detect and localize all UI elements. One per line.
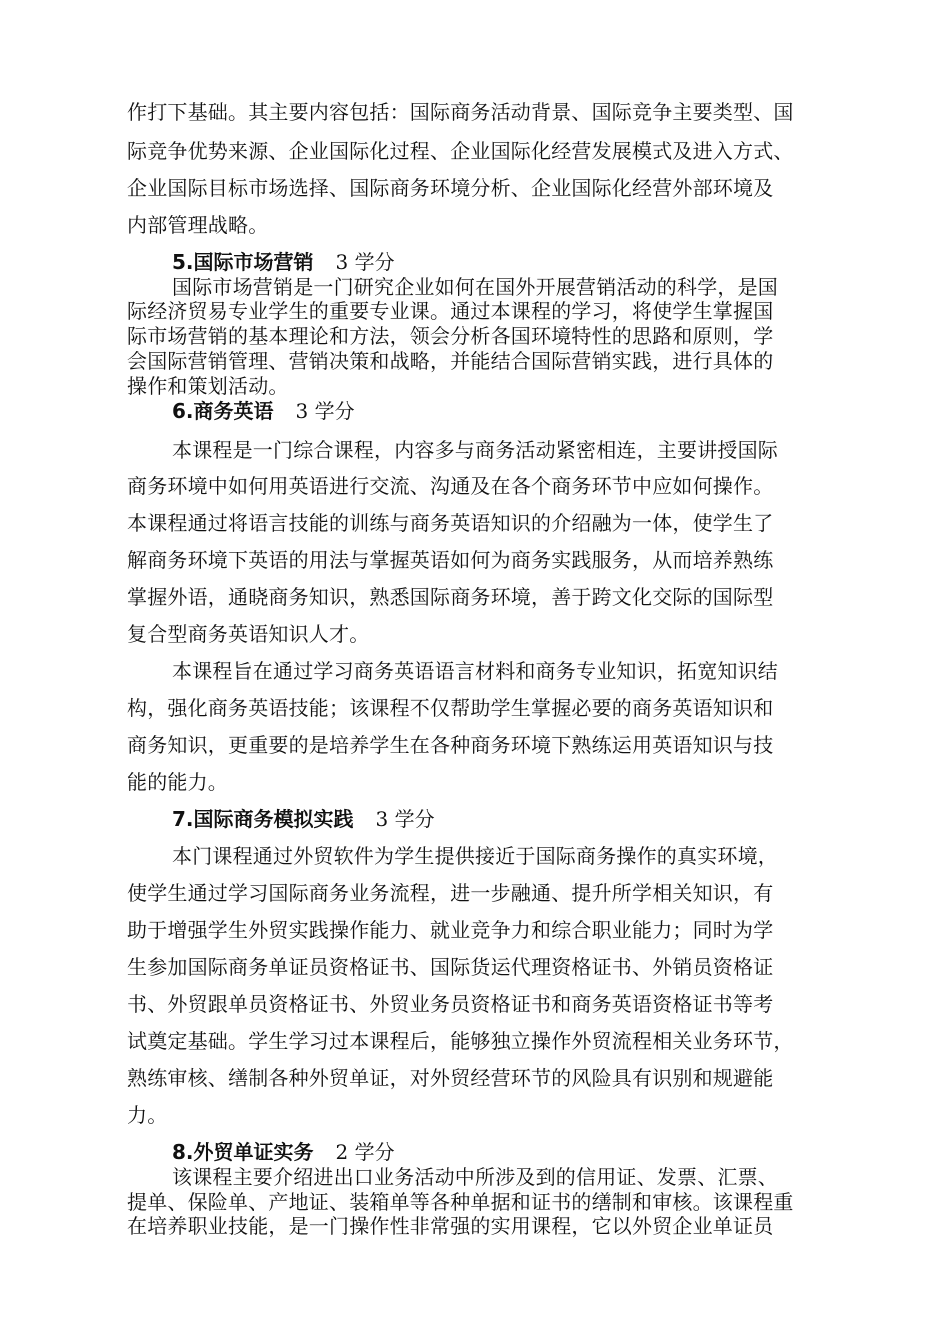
paragraph-line: 掌握外语，通晓商务知识，熟悉国际商务环境，善于跨文化交际的国际型	[127, 585, 774, 609]
paragraph-line: 构，强化商务英语技能；该课程不仅帮助学生掌握必要的商务英语知识和	[127, 696, 774, 720]
paragraph-line: 企业国际目标市场选择、国际商务环境分析、企业国际化经营外部环境及	[127, 176, 774, 200]
paragraph-line: 际竞争优势来源、企业国际化过程、企业国际化经营发展模式及进入方式、	[127, 139, 794, 163]
paragraph-line: 在培养职业技能，是一门操作性非常强的实用课程，它以外贸企业单证员	[127, 1214, 774, 1238]
paragraph-line: 会国际营销管理、营销决策和战略，并能结合国际营销实践，进行具体的	[127, 349, 774, 373]
course-title: 7.国际商务模拟实践	[172, 807, 354, 831]
paragraph-line: 际市场营销的基本理论和方法，领会分析各国环境特性的思路和原则，学	[127, 324, 774, 348]
course-credit: 3 学分	[375, 807, 435, 831]
paragraph-line: 该课程主要介绍进出口业务活动中所涉及到的信用证、发票、汇票、	[172, 1165, 778, 1189]
paragraph-line: 生参加国际商务单证员资格证书、国际货运代理资格证书、外销员资格证	[127, 955, 774, 979]
course-credit: 3 学分	[335, 250, 395, 274]
course-heading-7	[172, 803, 435, 832]
paragraph-line: 商务环境中如何用英语进行交流、沟通及在各个商务环节中应如何操作。	[127, 474, 774, 498]
paragraph-line: 力。	[127, 1103, 168, 1127]
paragraph-line: 解商务环境下英语的用法与掌握英语如何为商务实践服务，从而培养熟练	[127, 548, 774, 572]
course-title: 6.商务英语	[172, 399, 274, 423]
paragraph-line: 操作和策划活动。	[127, 374, 289, 398]
paragraph-line: 熟练审核、缮制各种外贸单证，对外贸经营环节的风险具有识别和规避能	[127, 1066, 774, 1090]
paragraph-line: 商务知识，更重要的是培养学生在各种商务环境下熟练运用英语知识与技	[127, 733, 774, 757]
paragraph-line: 本课程旨在通过学习商务英语语言材料和商务专业知识，拓宽知识结	[172, 659, 778, 683]
paragraph-line: 际经济贸易专业学生的重要专业课。通过本课程的学习，将使学生掌握国	[127, 299, 774, 323]
course-title: 8.外贸单证实务	[172, 1140, 314, 1164]
course-heading-6	[172, 395, 355, 424]
paragraph-line: 书、外贸跟单员资格证书、外贸业务员资格证书和商务英语资格证书等考	[127, 992, 774, 1016]
paragraph-line: 内部管理战略。	[127, 213, 269, 237]
paragraph-line: 复合型商务英语知识人才。	[127, 622, 370, 646]
paragraph-line: 本课程通过将语言技能的训练与商务英语知识的介绍融为一体，使学生了	[127, 511, 774, 535]
paragraph-line: 本课程是一门综合课程，内容多与商务活动紧密相连，主要讲授国际	[172, 438, 778, 462]
paragraph-line: 使学生通过学习国际商务业务流程，进一步融通、提升所学相关知识，有	[127, 881, 774, 905]
paragraph-line: 本门课程通过外贸软件为学生提供接近于国际商务操作的真实环境，	[172, 844, 778, 868]
paragraph-line: 作打下基础。其主要内容包括：国际商务活动背景、国际竞争主要类型、国	[127, 100, 794, 124]
course-credit: 2 学分	[335, 1140, 395, 1164]
paragraph-line: 能的能力。	[127, 770, 228, 794]
paragraph-line: 国际市场营销是一门研究企业如何在国外开展营销活动的科学，是国	[172, 275, 778, 299]
course-credit: 3 学分	[295, 399, 355, 423]
course-title: 5.国际市场营销	[172, 250, 314, 274]
paragraph-line: 试奠定基础。学生学习过本课程后，能够独立操作外贸流程相关业务环节，	[127, 1029, 794, 1053]
paragraph-line: 提单、保险单、产地证、装箱单等各种单据和证书的缮制和审核。该课程重	[127, 1190, 794, 1214]
paragraph-line: 助于增强学生外贸实践操作能力、就业竞争力和综合职业能力；同时为学	[127, 918, 774, 942]
